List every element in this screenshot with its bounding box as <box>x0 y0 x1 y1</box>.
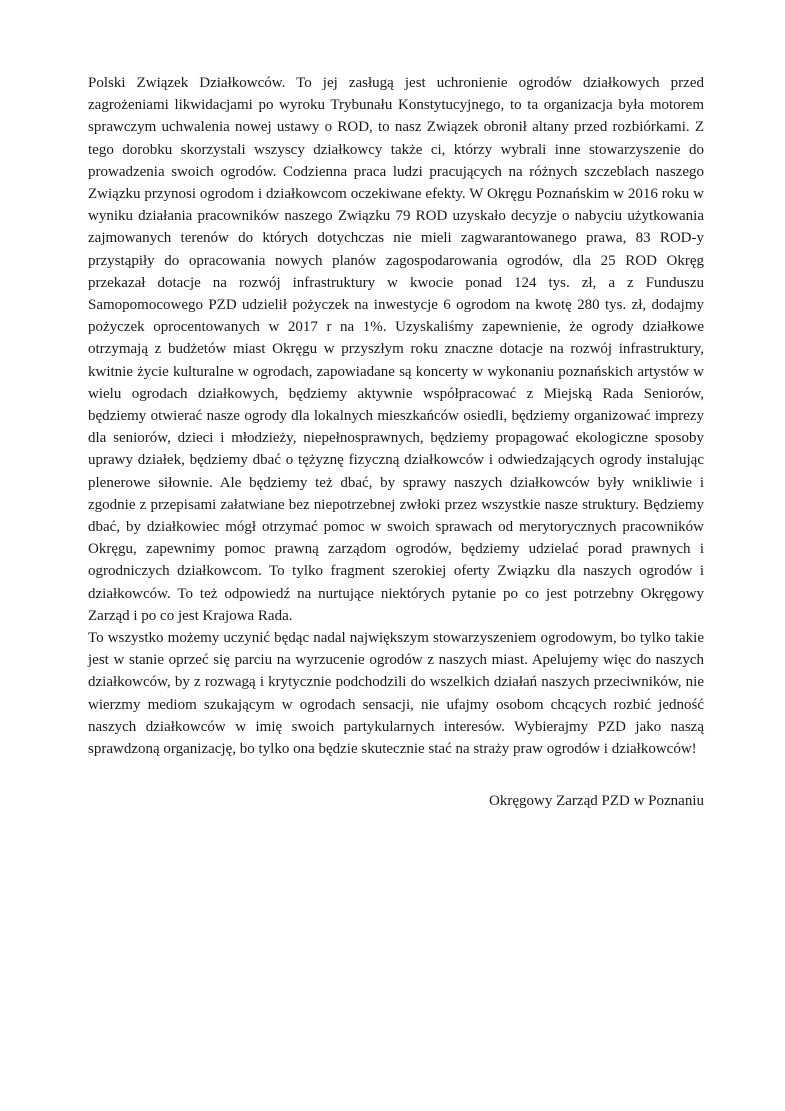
paragraph-1: Polski Związek Działkowców. To jej zasługą jest uchronienie ogrodów działkowych przed zagrożeniami likwidacjami po wyroku Trybunału Konstytucyjnego, to ta organizacja była motorem sprawczym uchwalenia nowej ustawy o ROD, to nasz Związek obronił altany przed rozbiórkami. Z tego dorobku skorzystali wszyscy działkowcy także ci, którzy wybrali inne stowarzyszenie do prowadzenia swoich ogrodów. Codzienna praca ludzi pracujących na różnych szczeblach naszego Związku przynosi ogrodom i działkowcom oczekiwane efekty. W Okręgu Poznańskim w 2016 roku w wyniku działania pracowników naszego Związku 79 ROD uzyskało decyzje o nabyciu użytkowania zajmowanych terenów do których dotychczas nie mieli zagwarantowanego prawa, 83 ROD-y przystąpiły do opracowania nowych planów zagospodarowania ogrodów, dla 25 ROD Okręg przekazał dotacje na rozwój infrastruktury w kwocie ponad 124 tys. zł, a z Funduszu Samopomocowego PZD udzielił pożyczek na inwestycje 6 ogrodom na kwotę 280 tys. zł, dodajmy pożyczek oprocentowanych w 2017 r na 1%. Uzyskaliśmy zapewnienie, że ogrody działkowe otrzymają z budżetów miast Okręgu w przyszłym roku znaczne dotacje na rozwój infrastruktury, kwitnie życie kulturalne w ogrodach, zapowiadane są koncerty w wykonaniu poznańskich artystów w wielu ogrodach działkowych, będziemy aktywnie współpracować z Miejską Rada Seniorów, będziemy otwierać nasze ogrody dla lokalnych mieszkańców osiedli, będziemy organizować imprezy dla seniorów, dzieci i młodzieży, niepełnosprawnych, będziemy propagować ekologiczne sposoby uprawy działek, będziemy dbać o tężyznę fizyczną działkowców i odwiedzających ogrody instalując plenerowe siłownie. Ale będziemy też dbać, by sprawy naszych działkowców były wnikliwie i zgodnie z przepisami załatwiane bez niepotrzebnej zwłoki przez wszystkie nasze struktury. Będziemy dbać, by działkowiec mógł otrzymać pomoc w swoich sprawach od merytorycznych pracowników Okręgu, zapewnimy pomoc prawną zarządom ogrodów, będziemy udzielać porad prawnych i ogrodniczych działkowcom. To tylko fragment szerokiej oferty Związku dla naszych ogrodów i działkowców. To też odpowiedź na nurtujące niektórych pytanie po co jest potrzebny Okręgowy Zarząd i po co jest Krajowa Rada. <box>88 75 704 624</box>
paragraph-2: To wszystko możemy uczynić będąc nadal największym stowarzyszeniem ogrodowym, bo tylko takie jest w stanie oprzeć się parciu na wyrzucenie ogrodów z naszych miast. Apelujemy więc do naszych działkowców, by z rozwagą i krytycznie podchodzili do wszelkich działań naszych przeciwników, nie wierzmy mediom szukającym w ogrodach sensacji, nie ufajmy osobom chcących rozbić jedność naszych działkowców w imię swoich partykularnych interesów. Wybierajmy PZD jako naszą sprawdzoną organizację, bo tylko ona będzie skutecznie stać na straży praw ogrodów i działkowców! <box>88 630 704 758</box>
signature: Okręgowy Zarząd PZD w Poznaniu <box>489 793 704 809</box>
document-body <box>88 72 704 760</box>
